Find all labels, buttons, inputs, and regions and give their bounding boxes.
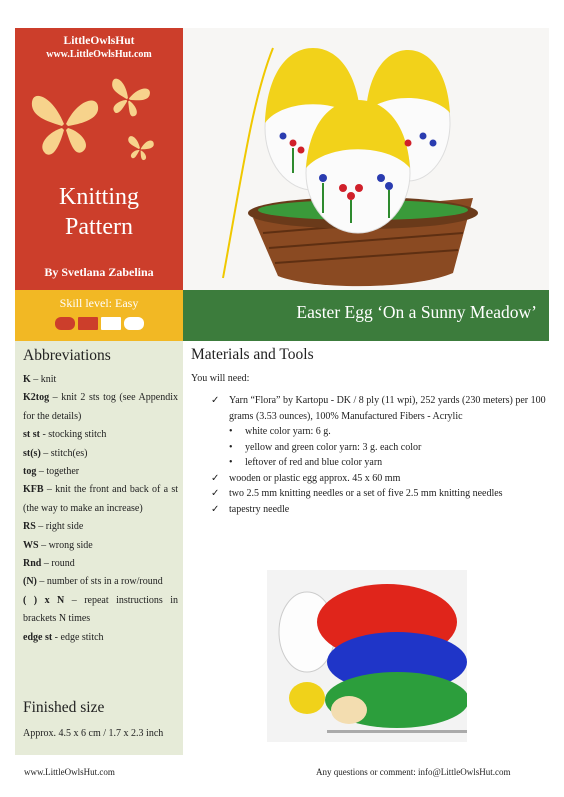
materials-intro: You will need: bbox=[191, 373, 250, 384]
skill-level-block bbox=[55, 317, 75, 330]
material-item bbox=[211, 393, 546, 424]
abbreviation-term: K bbox=[23, 374, 31, 385]
butterfly-small-icon bbox=[125, 136, 154, 162]
butterflies-logo bbox=[27, 76, 177, 176]
abbreviations-list bbox=[23, 371, 178, 647]
material-item bbox=[211, 502, 546, 518]
abbreviation-definition: – stitch(es) bbox=[40, 447, 88, 459]
author: By Svetlana Zabelina bbox=[44, 265, 154, 279]
abbreviation-item bbox=[23, 389, 178, 426]
abbreviation-term: K2tog bbox=[23, 392, 50, 404]
abbreviations-sidebar bbox=[15, 341, 183, 755]
abbreviation-term: ( ) x N bbox=[23, 594, 65, 606]
skill-level-block bbox=[78, 317, 98, 330]
abbreviation-definition: – round bbox=[41, 558, 75, 570]
abbreviation-item bbox=[23, 573, 178, 591]
yarn-photo bbox=[267, 570, 467, 742]
abbreviation-definition: – knit 2 sts tog (see Appendix for the details) bbox=[23, 392, 178, 422]
footer-contact: Any questions or comment: info@LittleOwlsHut.com bbox=[316, 767, 511, 777]
abbreviation-definition: – wrong side bbox=[38, 539, 93, 551]
abbreviation-item bbox=[23, 445, 178, 463]
abbreviation-item bbox=[23, 463, 178, 481]
pattern-title-bar bbox=[183, 290, 549, 341]
material-text: two 2.5 mm knitting needles or a set of five 2.5 mm knitting needles bbox=[229, 488, 503, 499]
abbreviation-definition: – together bbox=[36, 466, 80, 478]
brand-url: www.LittleOwlsHut.com bbox=[46, 49, 152, 60]
abbreviation-item bbox=[23, 518, 178, 536]
title-knitting: Knitting bbox=[58, 184, 139, 210]
header-block bbox=[15, 28, 183, 290]
material-text: white color yarn: 6 g. bbox=[245, 426, 331, 437]
skill-level-block bbox=[124, 317, 144, 330]
abbreviation-item bbox=[23, 426, 178, 444]
check-icon: ✓ bbox=[211, 395, 220, 406]
material-text: yellow and green color yarn: 3 g. each color bbox=[245, 441, 422, 453]
footer-website: www.LittleOwlsHut.com bbox=[24, 767, 115, 777]
abbreviation-term: KFB bbox=[23, 484, 44, 496]
material-subitem bbox=[211, 455, 546, 471]
finished-size-text: Approx. 4.5 x 6 cm / 1.7 x 2.3 inch bbox=[23, 728, 164, 739]
abbreviation-term: edge st bbox=[23, 631, 53, 643]
abbreviation-item bbox=[23, 592, 178, 629]
abbreviation-item bbox=[23, 555, 178, 573]
abbreviations-heading: Abbreviations bbox=[23, 347, 111, 364]
material-text: leftover of red and blue color yarn bbox=[245, 457, 383, 468]
abbreviation-term: tog bbox=[23, 466, 37, 478]
abbreviation-term: st st bbox=[23, 429, 40, 441]
abbreviation-definition: – number of sts in a row/round bbox=[36, 576, 163, 588]
skill-level-indicator bbox=[51, 314, 151, 332]
check-icon: ✓ bbox=[211, 472, 220, 484]
brand-name: LittleOwlsHut bbox=[63, 35, 135, 47]
abbreviation-definition: - stocking stitch bbox=[39, 429, 107, 441]
abbreviation-term: (N) bbox=[23, 576, 37, 588]
abbreviation-item bbox=[23, 481, 178, 518]
abbreviation-item bbox=[23, 371, 178, 389]
butterfly-large-icon bbox=[32, 96, 98, 155]
materials-heading: Materials and Tools bbox=[191, 346, 314, 363]
bullet-icon: • bbox=[229, 426, 233, 437]
butterfly-medium-icon bbox=[105, 78, 152, 120]
material-subitem bbox=[211, 440, 546, 456]
abbreviation-term: Rnd bbox=[23, 558, 42, 570]
abbreviation-term: RS bbox=[23, 521, 36, 533]
abbreviation-definition: – repeat instructions in brackets N times bbox=[23, 594, 178, 625]
bullet-icon: • bbox=[229, 457, 233, 468]
title-pattern: Pattern bbox=[65, 214, 133, 240]
check-icon: ✓ bbox=[211, 488, 220, 499]
abbreviation-definition: - edge stitch bbox=[52, 631, 104, 643]
material-item bbox=[211, 486, 546, 502]
materials-list bbox=[211, 393, 546, 517]
abbreviation-term: WS bbox=[23, 539, 39, 551]
check-icon: ✓ bbox=[211, 503, 220, 515]
abbreviation-item bbox=[23, 629, 178, 647]
pattern-title: Easter Egg ‘On a Sunny Meadow’ bbox=[296, 302, 537, 322]
skill-level-block bbox=[101, 317, 121, 330]
abbreviation-definition: – knit the front and back of a st (the way to make an increase) bbox=[23, 484, 178, 514]
abbreviation-term: st(s) bbox=[23, 447, 41, 459]
abbreviation-definition: – knit bbox=[30, 374, 57, 385]
material-item bbox=[211, 471, 546, 487]
abbreviation-definition: – right side bbox=[35, 521, 84, 533]
material-text: tapestry needle bbox=[229, 503, 290, 515]
material-subitem bbox=[211, 424, 546, 440]
bullet-icon: • bbox=[229, 441, 233, 453]
easter-eggs-photo bbox=[183, 28, 549, 290]
skill-level-label: Skill level: Easy bbox=[59, 296, 139, 310]
material-text: wooden or plastic egg approx. 45 x 60 mm bbox=[229, 472, 401, 484]
skill-bar bbox=[15, 290, 183, 341]
material-text: Yarn “Flora” by Kartopu - DK / 8 ply (11 wpi), 252 yards (230 meters) per 100 grams (3.53 ounces), 100% Manufactured Fibers - Acrylic bbox=[229, 395, 546, 422]
abbreviation-item bbox=[23, 537, 178, 555]
finished-size-heading: Finished size bbox=[23, 699, 105, 716]
